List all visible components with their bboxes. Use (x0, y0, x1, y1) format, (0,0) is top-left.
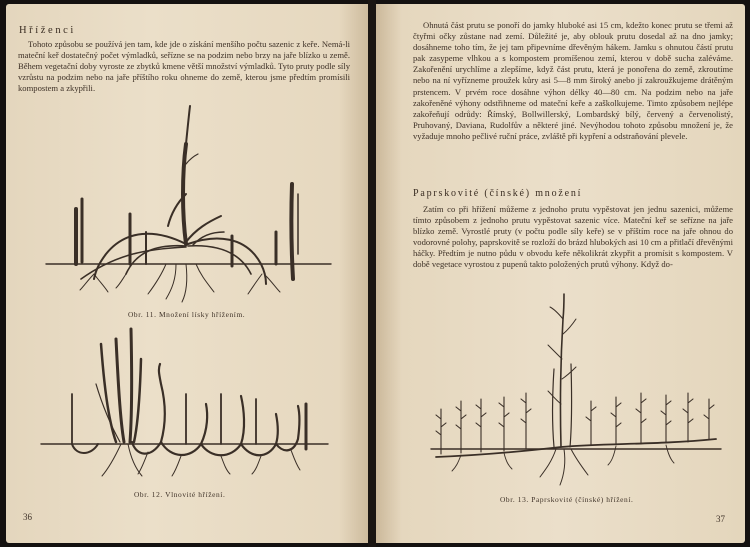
section-heading-hrizenci: Hříženci (19, 25, 76, 36)
figure-12-illustration (36, 324, 336, 484)
page-number-right: 37 (716, 514, 725, 524)
figure-13-caption: Obr. 13. Paprskovité (čínské) hřížení. (500, 495, 634, 504)
right-paragraph-2: Zatím co při hřížení můžeme z jednoho prutu vypěstovat jen jednu sazenici, můžeme tímto způsobem z jednoho prutu vypěstovat sazenic více. Mateční keř se seřízne na jaře blízko země. Vyrostlé pruty (v počtu podle síly keře) se v příštím roce na jaře ohnou do vodorovné polohy, paprskovitě se rozloží do brázd hlubokých asi 10 cm a přitlačí dřevěnými háčky. Předtím je nutno půdu v obvodu keře několikrát zkypřit a promísit s kompostem. V době vegetace vyrostou z pupenů takto položených prutů výhony. Když do- (413, 204, 733, 270)
figure-11-illustration (36, 104, 336, 304)
book-gutter (368, 0, 376, 547)
right-page (376, 4, 745, 543)
left-paragraph: Tohoto způsobu se používá jen tam, kde jde o získání menšího počtu sazenic z keře. Nemá-li mateční keř dostatečný počet výmladků, seřízne se na podzim nebo brzy na jaře blízko u země. Během vegetační doby vyroste ze zbytků kmene větší množství výmladků. Tyto pruty podle síly vzrůstu na podzim nebo na jaře příštího roku ohneme do země, kterou jsme předtím promísili kompostem a zkypřili. (18, 39, 350, 94)
figure-13-illustration (426, 289, 726, 499)
page-number-left: 36 (23, 512, 32, 522)
left-page (6, 4, 368, 543)
right-paragraph-1: Ohnutá část prutu se ponoří do jamky hluboké asi 15 cm, kdežto konec prutu se třemi až čtyřmi očky zůstane nad zemí. Důležité je, aby oblouk prutu dosedal až na dno jamky; dosáhneme toho tím, že jej tam připevníme dřevěným hákem. Jamku s ohnutou částí prutu pak zasypeme vlhkou a s kompostem promíšenou zemí, kterou v době sucha zaléváme. Zakořenění urychlíme a zlepšíme, když část prutu, která je ponořena do země, zkroutíme nebo na ní vyřízneme proužek kůry asi 5—8 mm široký anebo jí zakroužkujeme drátěným prstencem. V prvém roce dosáhne výhon délky 40—80 cm. Na podzim nebo na jaře zakořeněné výhony odstřihneme od mateční keře a zaškolkujeme. Timto způsobem nejlépe zakořeňují odrůdy: Římský, Bollwillerský, Lombardský bílý, červený a červenolistý, Pruhovaný, Daviana, Rudolfův a některé jiné. Nevýhodou tohoto způsobu množení je, že vyžaduje mnoho pečlivé ruční práce, zvláště při kypření a odstraňování plevele. (413, 20, 733, 141)
section-heading-paprskovite: Paprskovité (čínské) množení (413, 188, 583, 199)
figure-12-caption: Obr. 12. Vlnovité hřížení. (134, 490, 226, 499)
figure-11-caption: Obr. 11. Množení lísky hřížením. (128, 310, 246, 319)
